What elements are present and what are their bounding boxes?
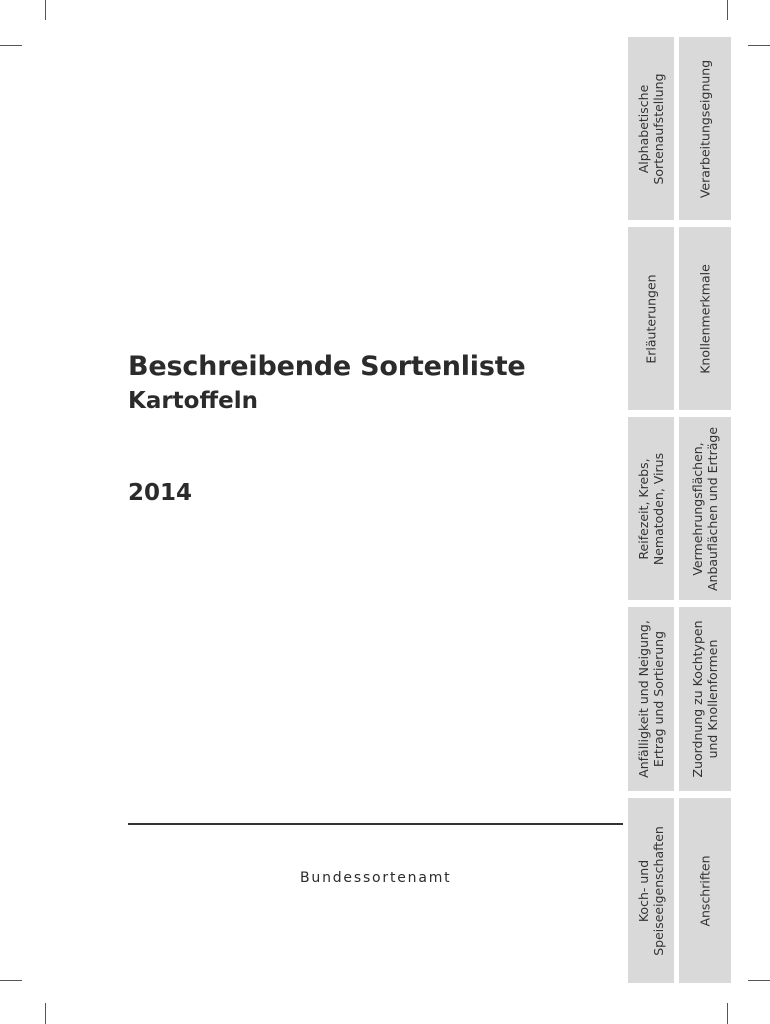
horizontal-rule <box>128 823 623 825</box>
tab-koch-speiseeigenschaften[interactable] <box>628 798 674 983</box>
tab-label: Zuordnung zu Kochtypen und Knollenformen <box>690 620 720 778</box>
tab-anschriften[interactable] <box>679 798 731 983</box>
tab-label: Vermehrungsflächen, Anbauflächen und Erträge <box>690 426 720 591</box>
document-year: 2014 <box>128 480 193 506</box>
tab-label: Erläuterungen <box>643 273 659 364</box>
document-subtitle: Kartoffeln <box>128 388 258 414</box>
tab-alphabetische-sortenaufstellung[interactable] <box>628 37 674 220</box>
tab-label: Verarbeitungseignung <box>697 59 713 198</box>
crop-mark <box>0 45 22 46</box>
crop-mark <box>727 1003 728 1024</box>
tab-label: Knollenmerkmale <box>697 263 713 374</box>
crop-mark <box>0 980 22 981</box>
publisher-name: Bundessortenamt <box>300 870 452 886</box>
tab-label: Alphabetische Sortenaufstellung <box>636 72 666 185</box>
tab-label: Anschriften <box>697 854 713 927</box>
tab-anfaelligkeit-ertrag[interactable] <box>628 607 674 791</box>
tab-vermehrungsflaechen[interactable] <box>679 417 731 600</box>
tab-label: Anfälligkeit und Neigung, Ertrag und Sortierung <box>636 620 666 778</box>
tab-zuordnung-kochtypen[interactable] <box>679 607 731 791</box>
crop-mark <box>45 0 46 20</box>
crop-mark <box>748 45 770 46</box>
tab-label: Reifezeit, Krebs, Nematoden, Virus <box>636 452 666 565</box>
title-block <box>128 349 526 417</box>
tab-erlaeuterungen[interactable] <box>628 227 674 410</box>
tab-label: Koch- und Speiseeigenschaften <box>636 825 666 956</box>
crop-mark <box>748 980 770 981</box>
document-title: Beschreibende Sortenliste <box>128 351 526 382</box>
crop-mark <box>45 1003 46 1024</box>
tab-knollenmerkmale[interactable] <box>679 227 731 410</box>
tab-reifezeit-krebs[interactable] <box>628 417 674 600</box>
crop-mark <box>727 0 728 20</box>
tab-verarbeitungseignung[interactable] <box>679 37 731 220</box>
